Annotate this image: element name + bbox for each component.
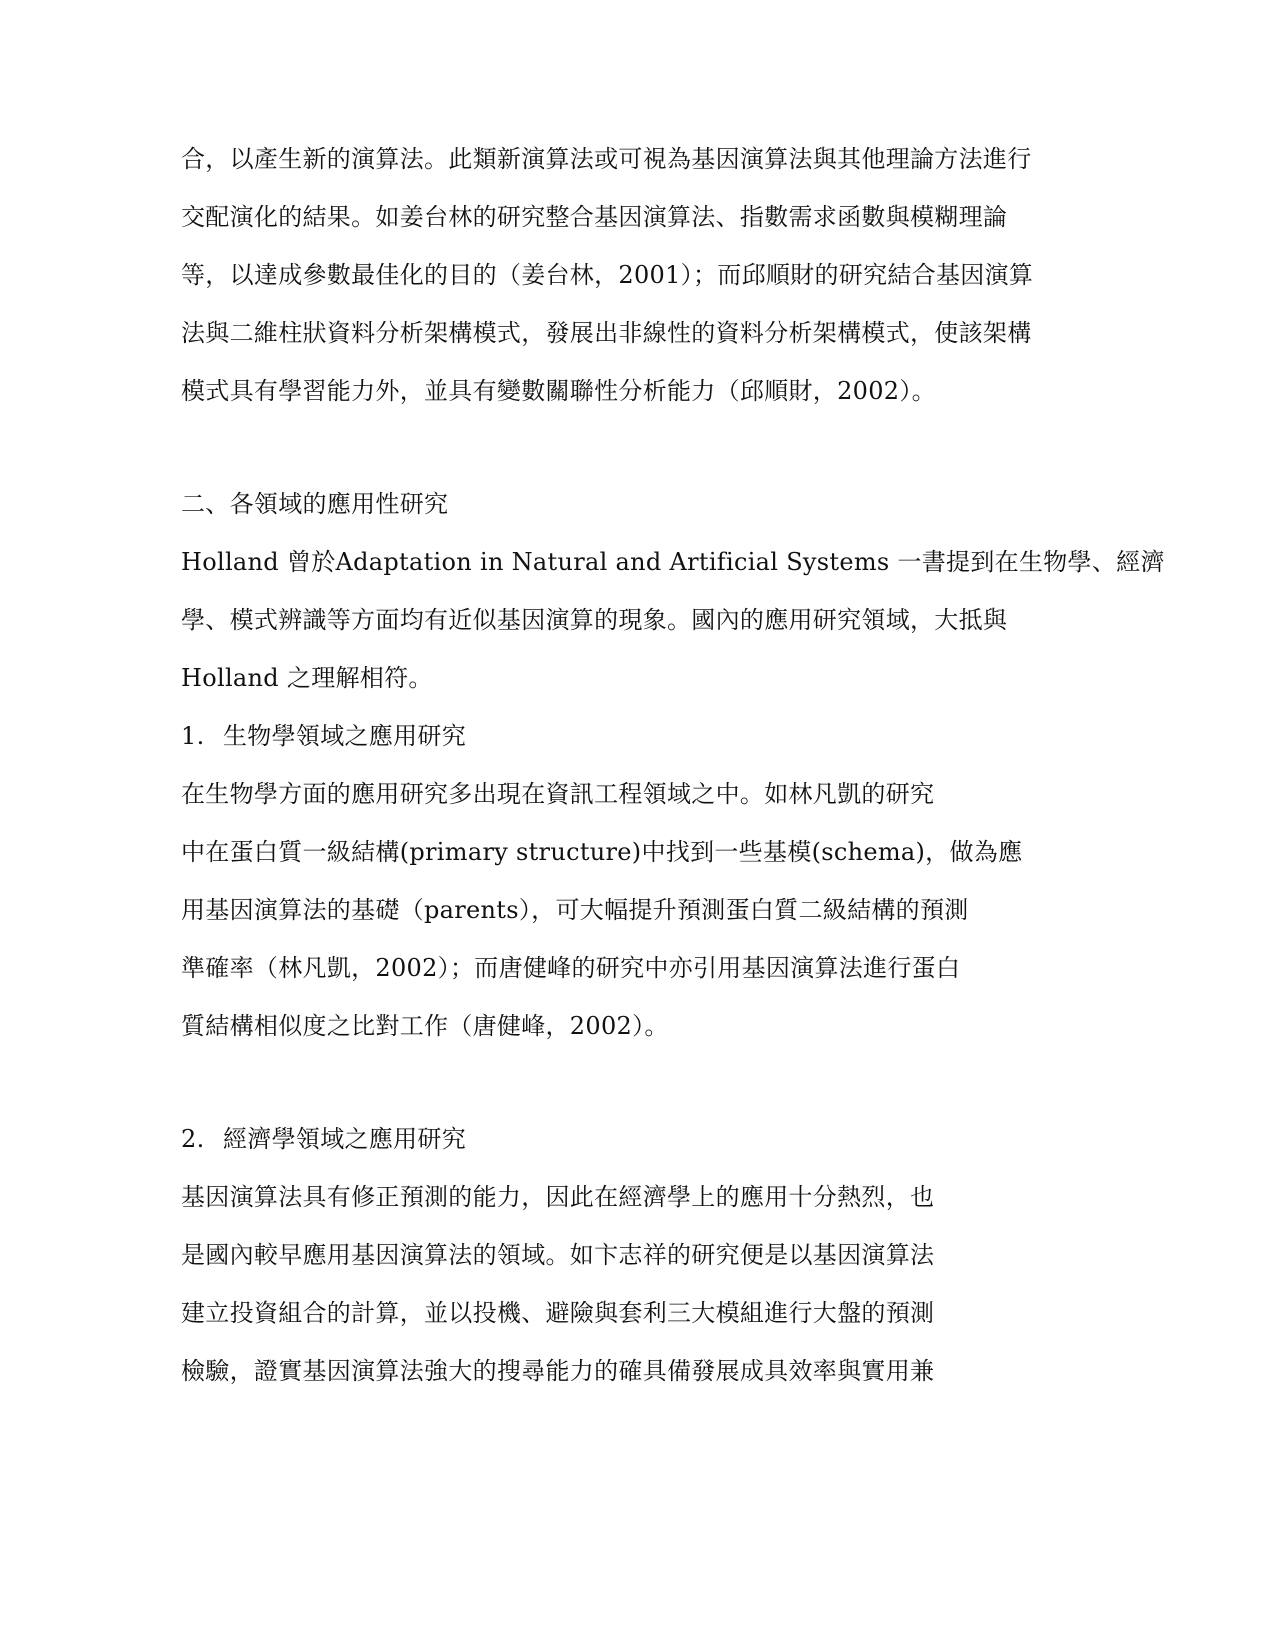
econ-line-2: 是國內較早應用基因演算法的領域。如卞志祥的研究便是以基因演算法 [181,1241,935,1269]
subsection-1-title: 生物學領域之應用研究 [223,722,466,750]
subsection-1-heading [181,721,466,751]
subsection-2-title: 經濟學領域之應用研究 [223,1125,466,1153]
subsection-1-number: 1. [181,722,205,750]
holland-line-1: Holland 曾於Adaptation in Natural and Artificial Systems 一書提到在生物學、經濟 [181,548,1165,576]
holland-line-3: Holland 之理解相符。 [181,664,433,692]
intro-line-5: 模式具有學習能力外，並具有變數關聯性分析能力（邱順財，2002）。 [181,377,936,405]
subsection-2-number: 2. [181,1125,205,1153]
bio-line-2: 中在蛋白質一級結構(primary structure)中找到一些基模(schema)，做為應 [181,838,1023,866]
econ-line-3: 建立投資組合的計算，並以投機、避險與套利三大模組進行大盤的預測 [181,1299,935,1327]
section-heading: 二、各領域的應用性研究 [181,490,449,518]
bio-line-3: 用基因演算法的基礎（parents），可大幅提升預測蛋白質二級結構的預測 [181,896,969,924]
bio-line-5: 質結構相似度之比對工作（唐健峰，2002）。 [181,1012,669,1040]
bio-line-4: 準確率（林凡凱，2002）；而唐健峰的研究中亦引用基因演算法進行蛋白 [181,954,961,982]
intro-line-4: 法與二維柱狀資料分析架構模式，發展出非線性的資料分析架構模式，使該架構 [181,319,1032,347]
subsection-2-heading [181,1124,466,1154]
econ-line-1: 基因演算法具有修正預測的能力，因此在經濟學上的應用十分熱烈，也 [181,1183,935,1211]
bio-line-1: 在生物學方面的應用研究多出現在資訊工程領域之中。如林凡凱的研究 [181,780,935,808]
intro-line-3: 等，以達成參數最佳化的目的（姜台林，2001）；而邱順財的研究結合基因演算 [181,261,1034,289]
intro-line-2: 交配演化的結果。如姜台林的研究整合基因演算法、指數需求函數與模糊理論 [181,203,1008,231]
intro-line-1: 合，以產生新的演算法。此類新演算法或可視為基因演算法與其他理論方法進行 [181,145,1032,173]
econ-line-4: 檢驗，證實基因演算法強大的搜尋能力的確具備發展成具效率與實用兼 [181,1357,935,1385]
holland-line-2: 學、模式辨識等方面均有近似基因演算的現象。國內的應用研究領域，大抵與 [181,606,1008,634]
